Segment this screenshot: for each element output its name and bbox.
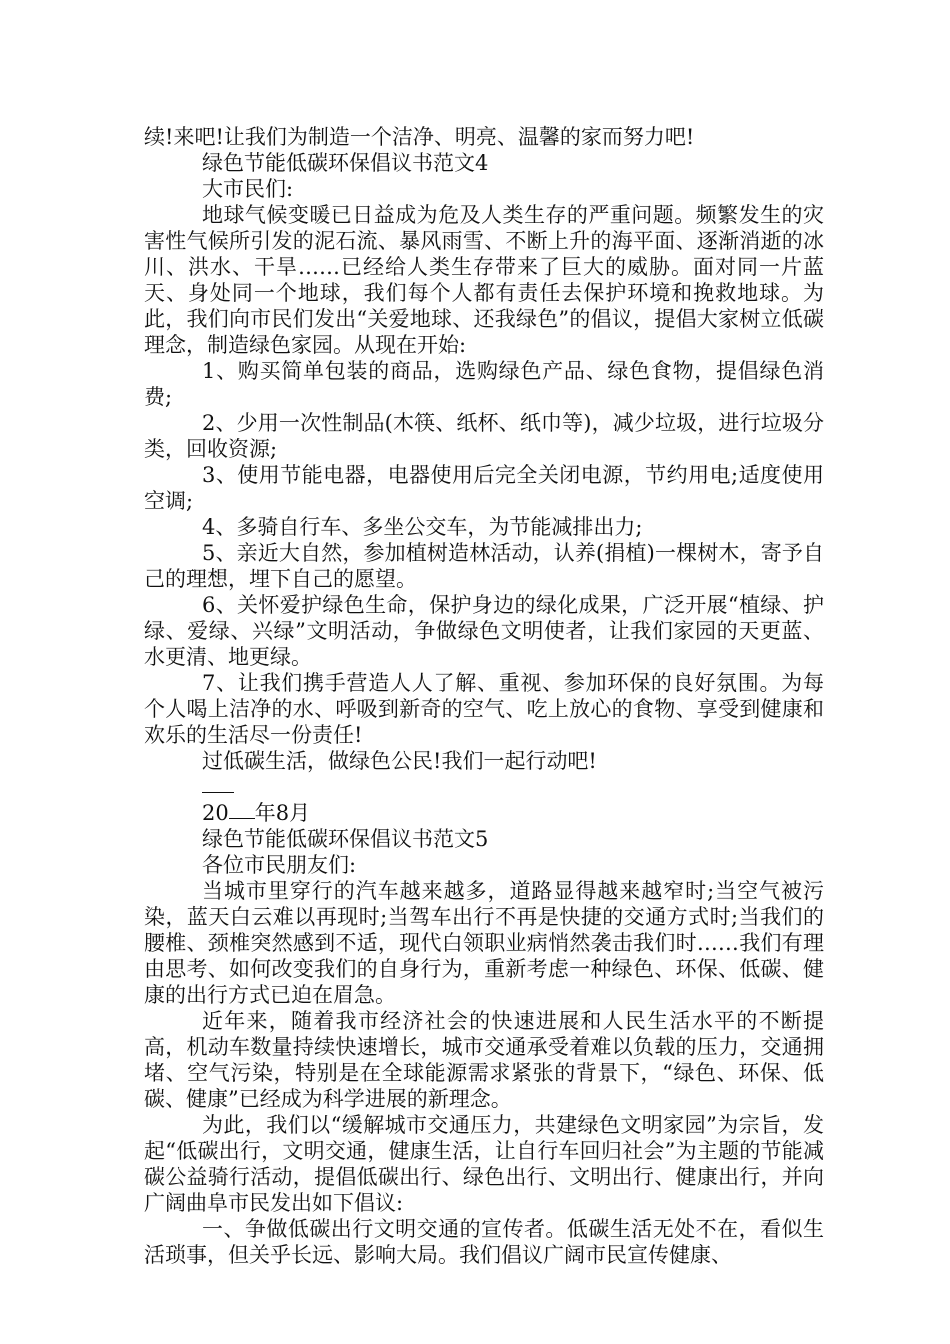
section-title-5: 绿色节能低碳环保倡议书范文5	[202, 827, 489, 851]
list-item: 3、使用节能电器，电器使用后完全关闭电源，节约用电;适度使用空调;	[144, 463, 824, 513]
paragraph: 地球气候变暖已日益成为危及人类生存的严重问题。频繁发生的灾害性气候所引发的泥石流、暴风雨雪、不断上升的海平面、逐渐消逝的冰川、洪水、干旱……已经给人类生存带来了巨大的威胁。面对同一片蓝天、身处同一个地球，我们每个人都有责任去保护环境和挽救地球。为此，我们向市民们发出“关爱地球、还我绿色”的倡议，提倡大家树立低碳理念，制造绿色家园。从现在开始:	[144, 203, 824, 357]
salutation: 大市民们:	[202, 177, 294, 201]
paragraph: 为此，我们以“缓解城市交通压力，共建绿色文明家园”为宗旨，发起“低碳出行，文明交通，健康生活，让自行车回归社会”为主题的节能减碳公益骑行活动，提倡低碳出行、绿色出行、文明出行、健康出行，并向广阔曲阜市民发出如下倡议:	[144, 1113, 824, 1215]
blank-underline	[202, 774, 234, 793]
list-item: 5、亲近大自然，参加植树造林活动，认养(捐植)一棵树木，寄予自己的理想，埋下自己的愿望。	[144, 541, 824, 591]
salutation: 各位市民朋友们:	[202, 853, 357, 877]
list-item: 4、多骑自行车、多坐公交车，为节能减排出力;	[202, 515, 643, 539]
list-item: 6、关怀爱护绿色生命，保护身边的绿化成果，广泛开展“植绿、护绿、爱绿、兴绿”文明活动，争做绿色文明使者，让我们家园的天更蓝、水更清、地更绿。	[144, 593, 824, 669]
paragraph: 当城市里穿行的汽车越来越多，道路显得越来越窄时;当空气被污染，蓝天白云难以再现时;当驾车出行不再是快捷的交通方式时;当我们的腰椎、颈椎突然感到不适，现代白领职业病悄然袭击我们时……我们有理由思考、如何改变我们的自身行为，重新考虑一种绿色、环保、低碳、健康的出行方式已迫在眉急。	[144, 879, 824, 1007]
paragraph: 近年来，随着我市经济社会的快速进展和人民生活水平的不断提高，机动车数量持续快速增长，城市交通承受着难以负载的压力，交通拥堵、空气污染，特别是在全球能源需求紧张的背景下，“绿色、环保、低碳、健康”已经成为科学进展的新理念。	[144, 1009, 824, 1111]
paragraph: 一、争做低碳出行文明交通的宣传者。低碳生活无处不在，看似生活琐事，但关乎长远、影响大局。我们倡议广阔市民宣传健康、	[144, 1217, 824, 1267]
list-item: 7、让我们携手营造人人了解、重视、参加环保的良好氛围。为每个人喝上洁净的水、呼吸到新奇的空气、吃上放心的食物、享受到健康和欢乐的生活尽一份责任!	[144, 671, 824, 747]
date-suffix: 年8月	[254, 801, 311, 825]
date-blank-underline	[229, 800, 255, 819]
date-prefix: 20	[202, 801, 229, 825]
date-line	[144, 800, 824, 826]
document-body	[144, 124, 824, 1268]
list-item: 2、少用一次性制品(木筷、纸杯、纸巾等)，减少垃圾，进行垃圾分类，回收资源;	[144, 411, 824, 461]
paragraph: 续!来吧!让我们为制造一个洁净、明亮、温馨的家而努力吧!	[144, 125, 695, 149]
list-item: 1、购买简单包装的商品，选购绿色产品、绿色食物，提倡绿色消费;	[144, 359, 824, 409]
closing-line: 过低碳生活，做绿色公民!我们一起行动吧!	[202, 749, 597, 773]
section-title-4: 绿色节能低碳环保倡议书范文4	[202, 151, 489, 175]
signature-blank	[144, 774, 824, 800]
